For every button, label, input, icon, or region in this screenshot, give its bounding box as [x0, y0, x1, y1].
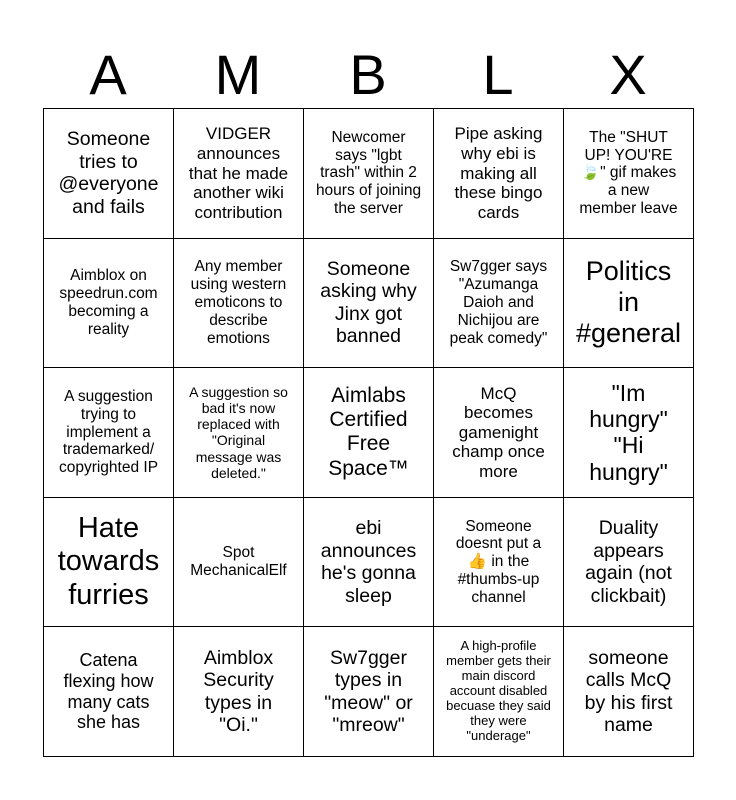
header-letter-l: L: [482, 43, 514, 106]
bingo-cell[interactable]: someone calls McQ by his first name: [564, 627, 694, 757]
bingo-cell[interactable]: Politics in #general: [564, 239, 694, 369]
bingo-cell[interactable]: Sw7gger says "Azumanga Daioh and Nichijou are peak comedy": [434, 239, 564, 369]
header-letter-x: X: [609, 43, 647, 106]
bingo-cell[interactable]: Spot MechanicalElf: [174, 498, 304, 628]
bingo-cell[interactable]: ebi announces he's gonna sleep: [304, 498, 434, 628]
bingo-cell[interactable]: McQ becomes gamenight champ once more: [434, 368, 564, 498]
bingo-cell[interactable]: Catena flexing how many cats she has: [44, 627, 174, 757]
bingo-cell[interactable]: Duality appears again (not clickbait): [564, 498, 694, 628]
header-letter-a: A: [89, 43, 127, 106]
bingo-cell[interactable]: Someone doesnt put a 👍 in the #thumbs-up channel: [434, 498, 564, 628]
header-letter-b: B: [349, 43, 387, 106]
bingo-board: [43, 108, 694, 757]
bingo-cell[interactable]: "Im hungry" "Hi hungry": [564, 368, 694, 498]
free-space-cell[interactable]: Aimlabs Certified Free Space™: [304, 368, 434, 498]
bingo-cell[interactable]: Sw7gger types in "meow" or "mreow": [304, 627, 434, 757]
bingo-cell[interactable]: Someone tries to @everyone and fails: [44, 109, 174, 239]
bingo-cell[interactable]: Pipe asking why ebi is making all these bingo cards: [434, 109, 564, 239]
bingo-header: [43, 42, 693, 108]
bingo-cell[interactable]: Aimblox Security types in "Oi.": [174, 627, 304, 757]
bingo-cell[interactable]: The "SHUT UP! YOU'RE 🍃" gif makes a new member leave: [564, 109, 694, 239]
header-letter-m: M: [214, 43, 262, 106]
bingo-cell[interactable]: Aimblox on speedrun.com becoming a reality: [44, 239, 174, 369]
bingo-cell[interactable]: A suggestion trying to implement a trademarked/ copyrighted IP: [44, 368, 174, 498]
bingo-cell[interactable]: A suggestion so bad it's now replaced with "Original message was deleted.": [174, 368, 304, 498]
bingo-cell[interactable]: Newcomer says "lgbt trash" within 2 hours of joining the server: [304, 109, 434, 239]
bingo-cell[interactable]: Someone asking why Jinx got banned: [304, 239, 434, 369]
bingo-cell[interactable]: Any member using western emoticons to describe emotions: [174, 239, 304, 369]
bingo-cell[interactable]: VIDGER announces that he made another wiki contribution: [174, 109, 304, 239]
bingo-cell[interactable]: A high-profile member gets their main discord account disabled becuase they said they were "underage": [434, 627, 564, 757]
bingo-cell[interactable]: Hate towards furries: [44, 498, 174, 628]
